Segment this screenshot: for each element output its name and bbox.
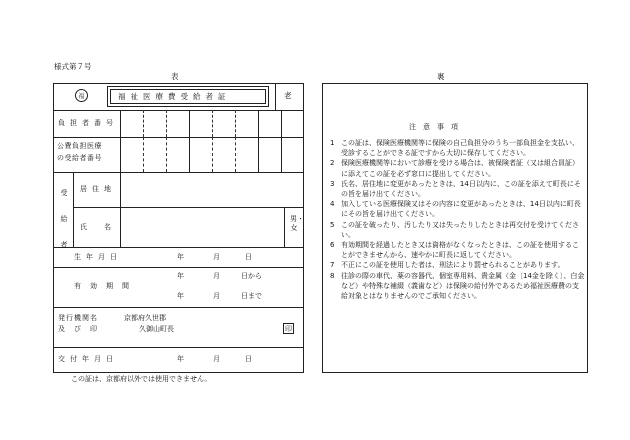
note-item: 5 この証を破ったり、汚したり又は失ったりしたときは再交付を受けてください。 [330,220,579,239]
certificate-title: 福祉医療費受給者証 [118,92,231,101]
notes-title: 注 意 事 項 [409,123,458,131]
digit-cell [143,110,144,137]
digit-cell [166,110,167,137]
note-item: 1 この証は、保険医療機関等に保険の自己負担分のうち一部負担金を支払い、受診することができる証ですから大切に保存してください。 [330,139,579,158]
issuer-prefecture: 京都府久世郡 [124,314,166,322]
validity-from-year-unit: 年 [177,272,184,280]
digit-cell [143,137,144,172]
note-item: 6 有効期間を経過したとき又は資格がなくなったときは、この証を使用することができませんから、速やかに町長に返してください。 [330,241,579,260]
validity-to-year-unit: 年 [177,292,184,300]
validity-to-month-unit: 月 [213,292,220,300]
public-burden-label-1: 公費負担医療 [57,142,102,150]
label-divider [120,110,121,172]
recipient-group-label: 受給者 [60,189,68,249]
issue-date-label: 交付年月日 [58,355,118,363]
note-item: 7 不正にこの証を使用した者は、刑法により罰せられることがあります。 [330,261,565,270]
form-number: 様式第７号 [54,62,92,71]
front-heading: 表 [171,72,179,81]
validity-label: 有効期間 [74,282,138,290]
official-stamp-icon: 印 [285,324,292,333]
issuer-label-1: 発行機関名 [58,314,98,322]
digit-cell [281,110,282,137]
validity-to-suffix: 日まで [241,292,262,300]
validity-from-suffix: 日から [241,272,262,280]
rule [53,137,304,138]
digit-cell [189,137,190,172]
public-burden-label-2: の受給者番号 [57,154,102,162]
validity-from-month-unit: 月 [213,272,220,280]
birth-date-label: 生年月日 [74,253,122,261]
rule [53,307,304,308]
digit-cell [235,137,236,172]
rule [53,172,304,173]
rule [53,247,304,248]
digit-cell [166,137,167,172]
rule [53,347,304,348]
notes-list [330,138,585,301]
sex-label: 男・女 [290,215,304,232]
front-footnote: この証は、京都府以外では使用できません。 [71,375,212,383]
note-item: 2 保険医療機関等において診療を受ける場合は、被保険者証（又は組合員証）に添えてこの証を必ず窓口に提出してください。 [330,159,579,178]
issue-day-unit: 日 [245,355,252,363]
sex-divider [284,207,285,247]
note-item: 3 氏名、居住地に変更があったときは、14日以内に、この証を添えて町長にその旨を届け出てください。 [330,179,581,199]
issuer-label-2: 及び印 [58,325,106,333]
issuer-mayor: 久御山町長 [139,325,174,333]
birth-month-unit: 月 [213,253,220,261]
note-item: 8 往診の際の車代、薬の容器代、個室専用料、貴金属（金〔14金を除く〕、白金など）や特殊な補綴（義歯など）は保険の給付外であるため福祉医療費の支給対象とはなりませんのでご承知ください。 [330,271,585,301]
rule [73,207,304,208]
digit-cell [281,137,282,172]
label-divider [120,172,121,247]
issue-year-unit: 年 [177,355,184,363]
rule [53,267,304,268]
title-divider [275,83,276,110]
digit-cell [258,137,259,172]
digit-cell [212,137,213,172]
note-item: 4 加入している医療保険又はその内容に変更があったときは、14日以内に町長にその旨を届け出てください。 [330,200,581,219]
rule [53,110,304,111]
digit-cell [235,110,236,137]
birth-year-unit: 年 [177,253,184,261]
category-label: 老 [284,91,292,100]
issue-month-unit: 月 [213,355,220,363]
digit-cell [189,110,190,137]
back-heading: 裏 [437,72,445,81]
birth-day-unit: 日 [245,253,252,261]
burden-number-label: 負担者番号 [58,119,118,127]
digit-cell [212,110,213,137]
digit-cell [258,110,259,137]
welfare-seal-icon: 福 [75,89,88,102]
recipient-divider [73,172,74,247]
address-label: 居住地 [80,185,116,193]
name-label: 氏 名 [80,223,112,231]
